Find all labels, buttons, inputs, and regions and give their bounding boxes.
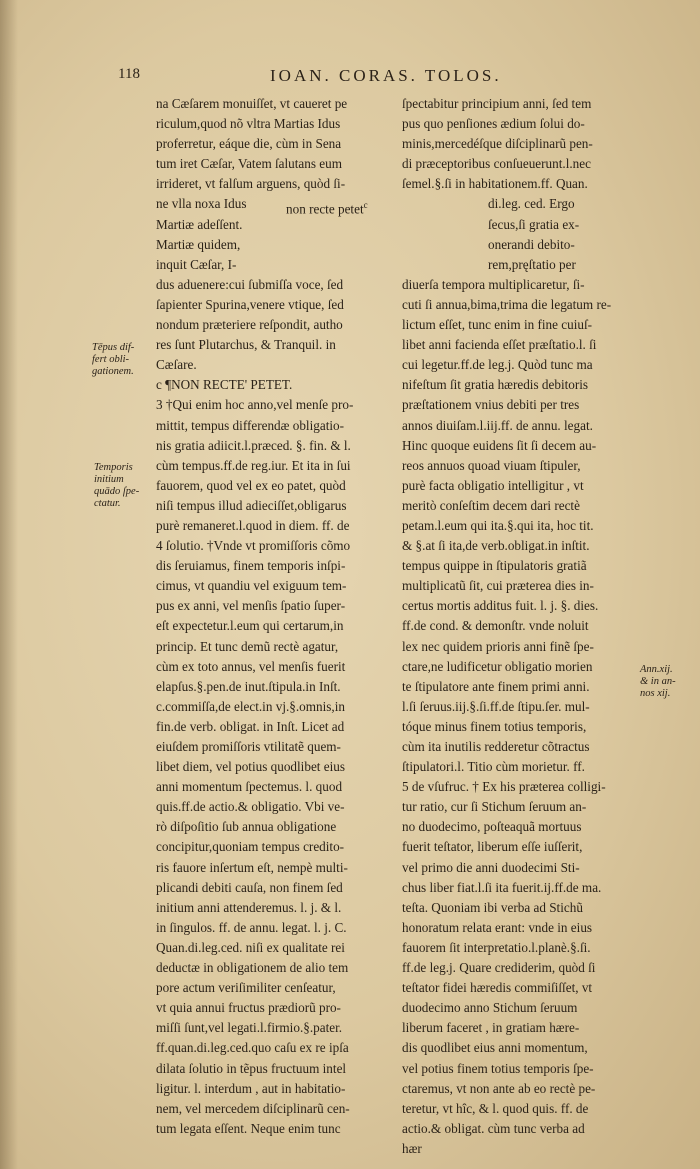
- text-line: quis.ff.de actio.& obligatio. Vbi ve-: [156, 799, 345, 815]
- text-line: dis quodlibet eius anni momentum,: [402, 1040, 588, 1056]
- text-line: Hinc quoque euidens ſit ſi decem au-: [402, 437, 597, 453]
- margin-note-line: nos xij.: [640, 688, 671, 699]
- text-line: 5 de vſufruc. † Ex his præterea colligi-: [402, 779, 606, 795]
- text-line: ff.de cond. & demonſtr. vnde noluit: [402, 618, 589, 634]
- text-line: actio.& obligat. cùm tunc verba ad: [402, 1120, 585, 1136]
- text-line: tempus quippe in ſtipulatoris gratiã: [402, 558, 587, 574]
- margin-note: [92, 342, 134, 378]
- margin-note-line: & in an-: [640, 676, 676, 687]
- text-line: purè facta obligatio intelligitur , vt: [402, 477, 584, 493]
- text-line: minis,mercedéſque diſciplinarũ pen-: [402, 136, 593, 152]
- text-line: dus aduenere:cui ſubmiſſa voce, ſed: [156, 276, 344, 292]
- margin-note-line: initium: [94, 474, 124, 485]
- margin-note-line: gationem.: [92, 366, 134, 377]
- text-line: fin.de verb. obligat. in Inſt. Licet ad: [156, 718, 345, 734]
- text-line: libet anni facienda eſſet præſtatio.l. ſi: [402, 337, 597, 353]
- margin-note-line: Tēpus dif-: [92, 342, 135, 353]
- margin-note-line: ctatur.: [94, 498, 121, 509]
- text-line: cimus, vt quandiu vel exiguum tem-: [156, 578, 347, 594]
- text-line: libet diem, vel potius quodlibet eius: [156, 759, 345, 775]
- text-line: rem,pręſtatio per: [488, 256, 576, 272]
- text-line: l.ſi ſeruus.iij.§.ſi.ff.de ſtipu.ſer. mul-: [402, 698, 590, 714]
- text-line: anni momentum ſpectemus. l. quod: [156, 779, 343, 795]
- right-column: [402, 94, 634, 1159]
- text-line: ris fauore inſertum eſt, nempè multi-: [156, 859, 348, 875]
- running-head: IOAN. CORAS. TOLOS.: [270, 66, 502, 85]
- text-line: plicandi debiti cauſa, non finem ſed: [156, 879, 343, 895]
- inline-heading-mark: c: [363, 200, 368, 210]
- margin-note-line: Temporis: [94, 462, 133, 473]
- text-line: Martiæ adeſſent.: [156, 216, 243, 232]
- text-line: petam.l.eum qui ita.§.qui ita, hoc tit.: [402, 517, 594, 533]
- text-line: fauorem, quod vel ex eo patet, quòd: [156, 477, 346, 493]
- text-line: purè remaneret.l.quod in diem. ff. de: [156, 517, 350, 533]
- text-line: vel potius finem totius temporis ſpe-: [402, 1060, 594, 1076]
- text-line: pore actum veriſimiliter cenſeatur,: [156, 980, 336, 996]
- text-line: teſtator fidei hæredis commiſiſſet, vt: [402, 980, 593, 996]
- text-line: nem, vel mercedem diſciplinarũ cen-: [156, 1100, 350, 1116]
- left-column: [156, 94, 386, 1139]
- margin-note-line: Ann.xij.: [640, 664, 673, 675]
- text-line: mittit, tempus differendæ obligatio-: [156, 417, 345, 433]
- text-line: riculum,quod nõ vltra Martias Idus: [156, 116, 341, 132]
- text-line: tum legata eſſent. Neque enim tunc: [156, 1120, 341, 1136]
- text-line: lex nec quidem prioris anni finẽ ſpe-: [402, 638, 594, 654]
- text-line: initium anni attenderemus. l. j. & l.: [156, 899, 342, 915]
- text-line: eiuſdem promiſſoris vtilitatẽ quem-: [156, 739, 341, 754]
- text-line: ff.quan.di.leg.ced.quo caſu ex re ipſa: [156, 1040, 349, 1056]
- inline-heading-text: non recte petet: [286, 201, 364, 217]
- text-line: Martiæ quidem,: [156, 236, 241, 252]
- text-line: ſtipulatori.l. Titio cùm morietur. ff.: [402, 759, 585, 775]
- text-line: ſecus,ſi gratia ex-: [488, 216, 580, 232]
- text-line: cùm ita inutilis redderetur cõtractus: [402, 739, 590, 754]
- text-line: dilata ſolutio in tẽpus fructuum intel: [156, 1060, 347, 1076]
- text-line: diuerſa tempora multiplicaretur, ſi-: [402, 276, 585, 292]
- text-line: ne vlla noxa Idus: [156, 196, 247, 212]
- text-line: irrideret, vt falſum arguens, quòd ſi-: [156, 176, 346, 192]
- text-line: cui legetur.ff.de leg.j. Quòd tunc ma: [402, 357, 593, 373]
- text-line: no duodecimo, poſteaquã mortuus: [402, 819, 582, 835]
- text-line: pus ex anni, vel menſis ſpatio ſuper-: [156, 598, 346, 614]
- text-line: chus liber fiat.l.ſi ita fuerit.ij.ff.de ma.: [402, 879, 602, 895]
- text-line: ſpectabitur principium anni, ſed tem: [402, 96, 592, 111]
- text-line: inquit Cæſar, I-: [156, 256, 237, 272]
- text-line: teſta. Quoniam ibi verba ad Stichũ: [402, 899, 583, 915]
- text-line: fauorem ſit interpretatio.l.planè.§.ſi.: [402, 939, 591, 955]
- text-line: c ¶NON RECTE' PETET.: [156, 377, 293, 393]
- text-line: cuti ſi annua,bima,trima die legatum re-: [402, 296, 612, 312]
- text-line: certus mortis additus fuit. l. j. §. dies.: [402, 598, 599, 614]
- text-line: honoratum relata erant: vnde in eius: [402, 919, 593, 935]
- text-line: vt quia annui fructus prædiorũ pro-: [156, 1000, 341, 1016]
- text-line: cùm ex toto annus, vel menſis fuerit: [156, 658, 346, 674]
- text-line: liberum faceret , in gratiam hære-: [402, 1020, 580, 1036]
- text-line: pus quo penſiones ædium ſolui do-: [402, 116, 585, 132]
- text-line: Cæſare.: [156, 357, 197, 373]
- text-line: Quan.di.leg.ced. niſi ex qualitate rei: [156, 939, 345, 955]
- text-line: res ſunt Plutarchus, & Tranquil. in: [156, 337, 336, 353]
- text-line: tur ratio, cur ſi Stichum ſeruum an-: [402, 799, 587, 815]
- text-line: rò diſpoſitio ſub annua obligatione: [156, 819, 337, 835]
- text-line: reos annuos quoad viuam ſtipuler,: [402, 457, 581, 473]
- text-line: elapſus.§.pen.de inut.ſtipula.in Inſt.: [156, 678, 341, 694]
- text-line: fuerit teſtator, liberum eſſe iuſſerit,: [402, 839, 583, 855]
- text-line: princip. Et tunc demũ rectè agatur,: [156, 638, 339, 654]
- text-line: di.leg. ced. Ergo: [488, 196, 575, 212]
- text-line: ſapienter Spurina,venere vtique, ſed: [156, 296, 344, 312]
- text-line: te ſtipulatore ante finem primi anni.: [402, 678, 590, 694]
- text-line: nis gratia adiicit.l.præced. §. fin. & l.: [156, 437, 351, 453]
- text-line: eſt expectetur.l.eum qui certarum,in: [156, 618, 344, 634]
- text-line: cùm tempus.ff.de reg.iur. Et ita in ſui: [156, 457, 351, 473]
- text-line: tum iret Cæſar, Vatem ſalutans eum: [156, 156, 343, 172]
- text-line: niſi tempus illud adieciſſet,obligarus: [156, 497, 347, 513]
- text-line: nifeſtum ſit gratia hæredis debitoris: [402, 377, 589, 393]
- text-line: na Cæſarem monuiſſet, vt caueret pe: [156, 96, 348, 111]
- text-line: 4 ſolutio. †Vnde vt promiſſoris cõmo: [156, 538, 351, 554]
- text-line: di præceptoribus conſueuerunt.l.nec: [402, 156, 591, 172]
- text-line: ctare,ne ludificetur obligatio morien: [402, 658, 593, 674]
- page-number: 118: [118, 66, 140, 82]
- text-line: duodecimo anno Stichum ſeruum: [402, 1000, 578, 1016]
- margin-note: [94, 462, 139, 510]
- text-line: c.commiſſa,de elect.in vj.§.omnis,in: [156, 698, 345, 714]
- text-line: lictum eſſet, tunc enim in fine cuiuſ-: [402, 317, 593, 333]
- text-line: nondum præteriere reſpondit, autho: [156, 317, 343, 333]
- text-line: & §.at ſi ita,de verb.obligat.in inſtit.: [402, 538, 590, 554]
- margin-note: [640, 664, 676, 700]
- text-line: ſemel.§.ſi in habitationem.ff. Quan.: [402, 176, 588, 192]
- text-line: hær: [402, 1140, 422, 1156]
- text-line: miſſi ſunt,vel legati.l.firmio.§.pater.: [156, 1020, 343, 1036]
- text-line: dis ſeruiamus, finem temporis inſpi-: [156, 558, 346, 574]
- text-line: multiplicatũ ſit, cui præterea dies in-: [402, 578, 594, 594]
- text-line: meritò conſeſtim decem dari rectè: [402, 497, 580, 513]
- text-line: 3 †Qui enim hoc anno,vel menſe pro-: [156, 397, 354, 413]
- text-line: in ſingulos. ff. de annu. legat. l. j. C.: [156, 919, 347, 935]
- text-line: tóque minus finem totius temporis,: [402, 718, 587, 734]
- margin-note-line: quādo ſpe-: [94, 486, 140, 497]
- margin-note-line: fert obli-: [92, 354, 130, 365]
- text-line: deductæ in obligationem de alio tem: [156, 960, 349, 976]
- text-line: teretur, vt hîc, & l. quod quis. ff. de: [402, 1100, 589, 1116]
- text-line: concipitur,quoniam tempus credito-: [156, 839, 345, 855]
- text-line: annos diuiſam.l.iij.ff. de annu. legat.: [402, 417, 593, 433]
- text-line: ff.de leg.j. Quare crediderim, quòd ſi: [402, 960, 596, 976]
- text-line: ctaremus, vt non ante ab eo rectè pe-: [402, 1080, 596, 1096]
- text-line: onerandi debito-: [488, 236, 575, 252]
- text-line: ligitur. l. interdum , aut in habitatio-: [156, 1080, 346, 1096]
- page-gutter-shadow: [0, 0, 18, 1169]
- text-line: præſtationem vnius debiti per tres: [402, 397, 580, 413]
- text-line: proferretur, eáque die, cùm in Sena: [156, 136, 342, 152]
- text-line: vel primo die anni duodecimi Sti-: [402, 859, 580, 875]
